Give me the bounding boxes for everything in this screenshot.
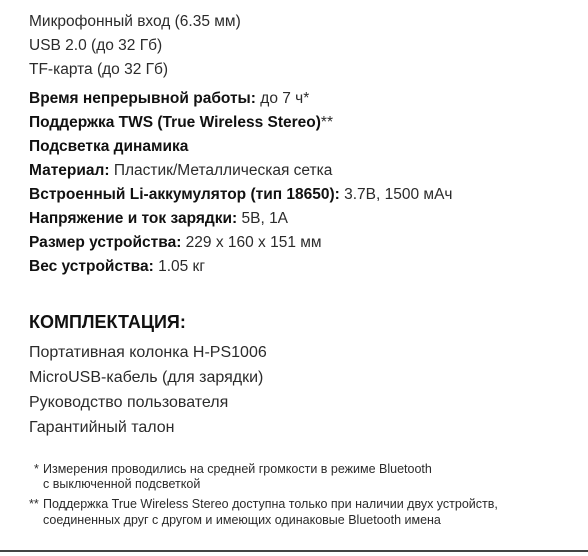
- spec-row: [29, 209, 288, 229]
- footnote-mark: **: [29, 497, 39, 511]
- spec-value: Пластик/Металлическая сетка: [109, 162, 333, 179]
- spec-label: Размер устройства:: [29, 234, 182, 251]
- footnote-mark: *: [34, 462, 39, 476]
- spec-row: [29, 185, 453, 205]
- spec-row: [29, 89, 309, 109]
- footnote-line: с выключенной подсветкой: [43, 477, 201, 491]
- spec-value: **: [320, 114, 333, 131]
- spec-label: Вес устройства:: [29, 258, 154, 275]
- spec-value: 1.05 кг: [153, 258, 205, 275]
- footnote-line: Поддержка True Wireless Stereo доступна только при наличии двух устройств,: [43, 497, 498, 511]
- spec-label: Встроенный Li-аккумулятор (тип 18650):: [29, 186, 340, 203]
- spec-label: Поддержка TWS (True Wireless Stereo): [29, 114, 321, 131]
- interface-item: USB 2.0 (до 32 Гб): [29, 37, 163, 54]
- interface-item: TF-карта (до 32 Гб): [29, 61, 169, 78]
- kit-item: Руководство пользователя: [29, 394, 229, 411]
- spec-label: Время непрерывной работы:: [29, 90, 256, 107]
- spec-value: 3.7В, 1500 мАч: [339, 186, 453, 203]
- spec-row: [29, 161, 332, 181]
- spec-value: 229 х 160 х 151 мм: [181, 234, 322, 251]
- interface-item: Микрофонный вход (6.35 мм): [29, 13, 241, 30]
- kit-item: Гарантийный талон: [29, 419, 175, 436]
- footnote-line: Измерения проводились на средней громкости в режиме Bluetooth: [43, 462, 432, 476]
- kit-item: MicroUSB-кабель (для зарядки): [29, 369, 264, 386]
- page-bottom-rule: [0, 550, 588, 552]
- kit-heading: КОМПЛЕКТАЦИЯ:: [29, 312, 186, 332]
- spec-row: [29, 137, 188, 157]
- footnote-line: соединенных друг с другом и имеющих одинаковые Bluetooth имена: [43, 513, 441, 527]
- spec-row: [29, 233, 322, 253]
- spec-label: Материал:: [29, 162, 110, 179]
- spec-row: [29, 113, 333, 133]
- spec-value: до 7 ч*: [255, 90, 310, 107]
- spec-row: [29, 257, 205, 277]
- kit-item: Портативная колонка H-PS1006: [29, 344, 267, 361]
- spec-value: 5В, 1А: [237, 210, 289, 227]
- spec-label: Напряжение и ток зарядки:: [29, 210, 238, 227]
- spec-label: Подсветка динамика: [29, 138, 189, 155]
